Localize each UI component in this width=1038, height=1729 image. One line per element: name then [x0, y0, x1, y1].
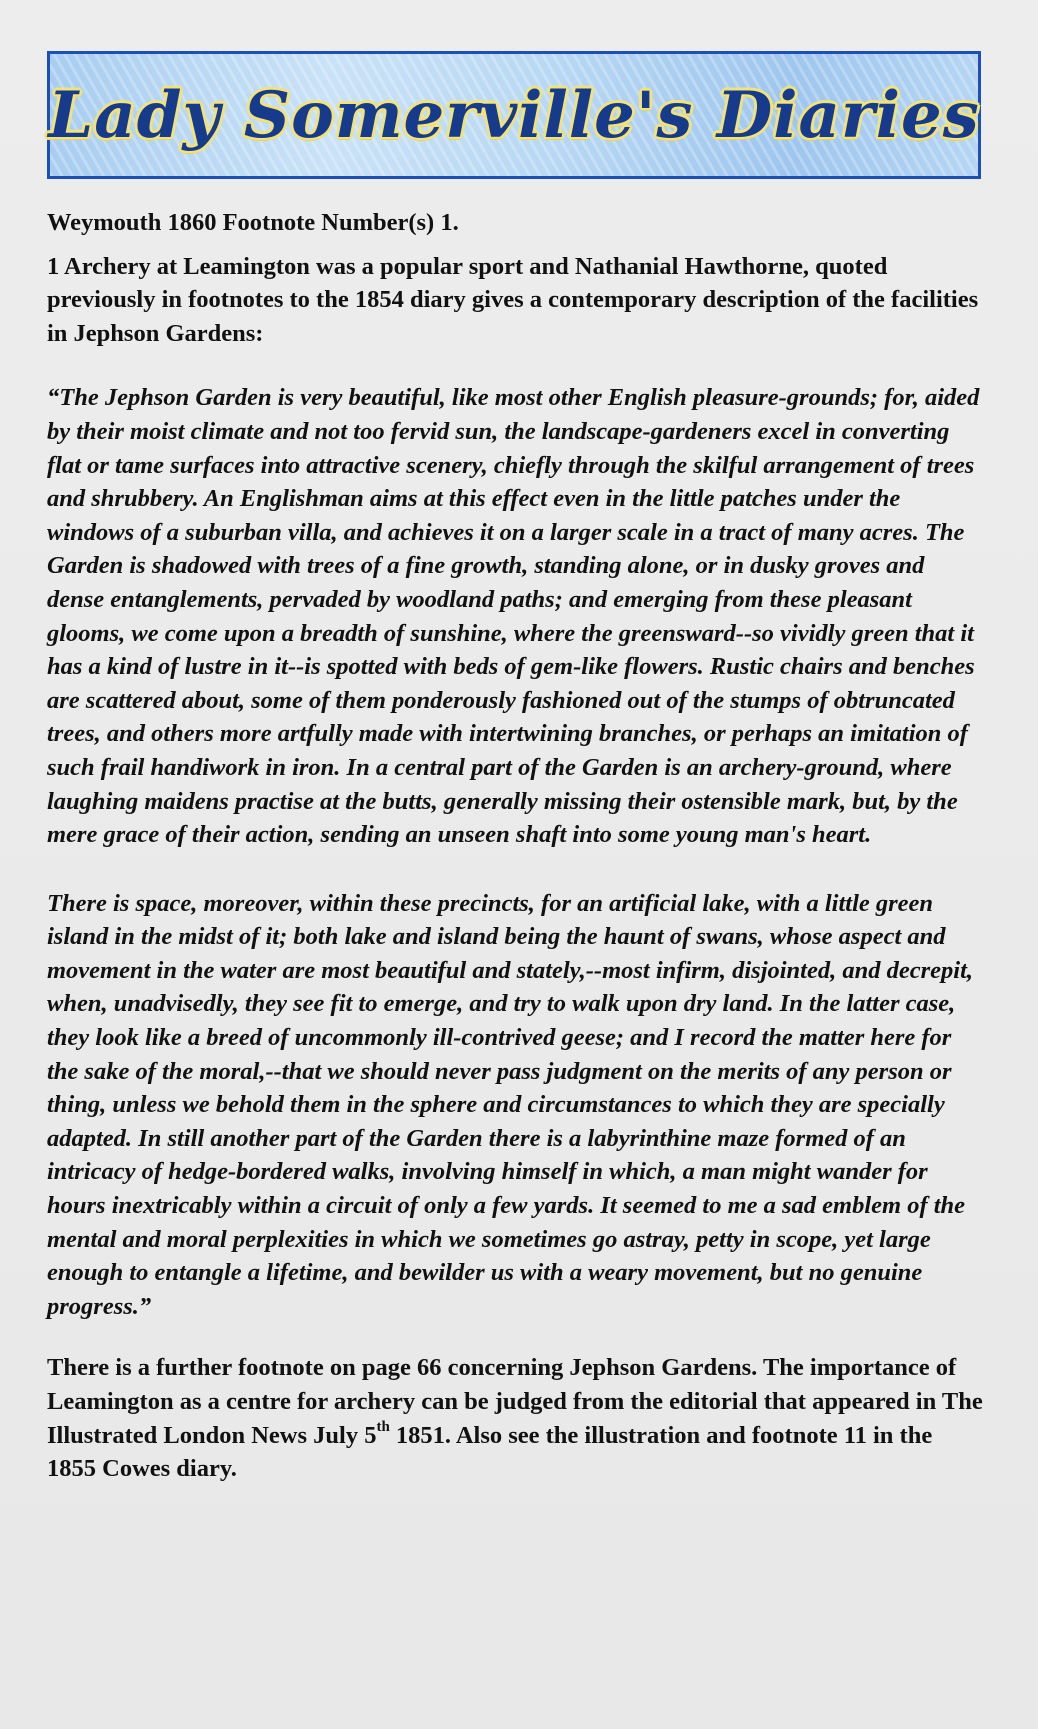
outro-text-start: There is a further footnote on page 66 concerning Jephson Gardens. The importance of Leamington as a centre for archery can be judged from the editorial that appeared in The Illustrated London News July 5 [47, 1354, 983, 1449]
outro-paragraph [47, 1351, 987, 1485]
quote-paragraph-2: There is space, moreover, within these precincts, for an artificial lake, with a little green island in the midst of it; both lake and island being the haunt of swans, whose aspect and movement in the water are most beautiful and stately,--most infirm, disjointed, and decrepit, when, unadvisedly, they see fit to emerge, and try to walk upon dry land. In the latter case, they look like a breed of uncommonly ill-contrived geese; and I record the matter here for the sake of the moral,--that we should never pass judgment on the merits of any person or thing, unless we behold them in the sphere and circumstances to which they are specially adapted. In still another part of the Garden there is a labyrinthine maze formed of an intricacy of hedge-bordered walks, involving himself in which, a man might wander for hours inextricably within a circuit of only a few yards. It seemed to me a sad emblem of the mental and moral perplexities in which we sometimes go astray, petty in scope, yet large enough to entangle a lifetime, and bewilder us with a weary movement, but no genuine progress.” [47, 889, 974, 1320]
banner-title: Lady Somerville's Diaries [48, 77, 980, 153]
outro-text-end: 1851. Also see the illustration and footnote 11 in the 1855 Cowes diary. [47, 1421, 933, 1483]
footnote-content [47, 206, 987, 1486]
quote-paragraph-1: “The Jephson Garden is very beautiful, like most other English pleasure-grounds; for, aided by their moist climate and not too fervid sun, the landscape-gardeners excel in converting flat or tame surfaces into attractive scenery, chiefly through the skilful arrangement of trees and shrubbery. An Englishman aims at this effect even in the little patches under the windows of a suburban villa, and achieves it on a larger scale in a tract of many acres. The Garden is shadowed with trees of a fine growth, standing alone, or in dusky groves and dense entanglements, pervaded by woodland paths; and emerging from these pleasant glooms, we come upon a breadth of sunshine, where the greensward--so vividly green that it has a kind of lustre in it--is spotted with beds of gem-like flowers. Rustic chairs and benches are scattered about, some of them ponderously fashioned out of the stumps of obtruncated trees, and others more artfully made with intertwining branches, or perhaps an imitation of such frail handiwork in iron. In a central part of the Garden is an archery-ground, where laughing maidens practise at the butts, generally missing their ostensible mark, but, by the mere grace of their action, sending an unseen shaft into some young man's heart. [47, 384, 980, 849]
ordinal-suffix: th [376, 1419, 390, 1436]
title-banner [47, 51, 981, 179]
intro-paragraph: 1 Archery at Leamington was a popular sport and Nathanial Hawthorne, quoted previously in footnotes to the 1854 diary gives a contemporary description of the facilities in Jephson Gardens: [47, 252, 979, 347]
footnote-heading: Weymouth 1860 Footnote Number(s) 1. [47, 209, 459, 236]
